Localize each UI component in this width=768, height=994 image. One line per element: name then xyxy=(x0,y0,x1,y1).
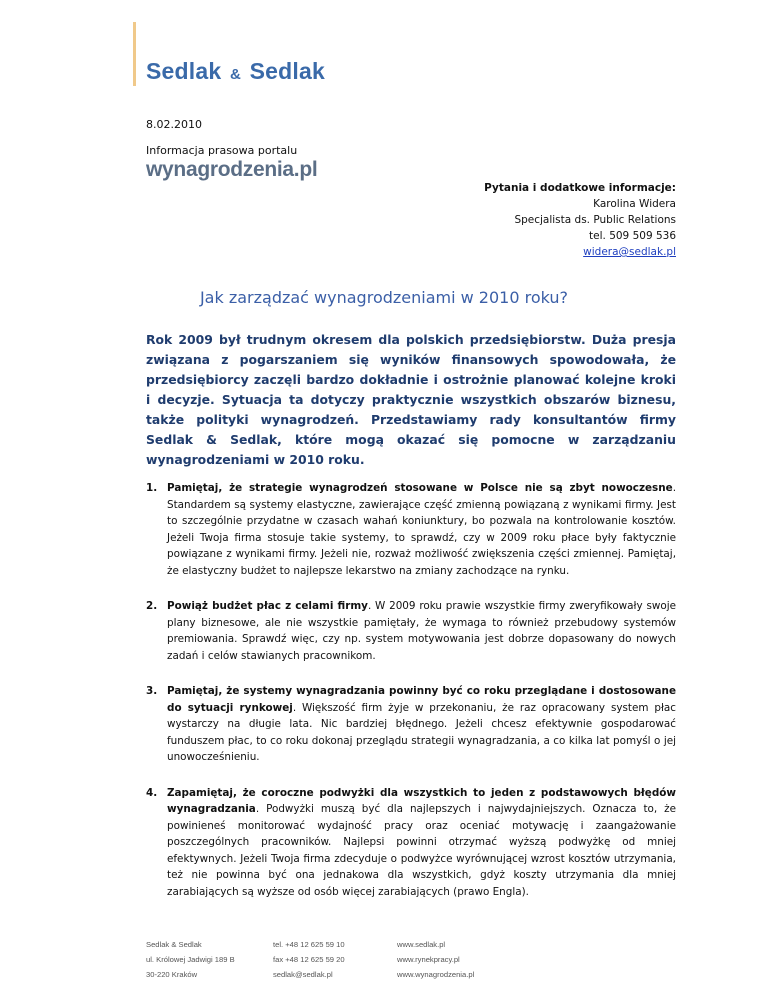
header-accent-bar xyxy=(133,22,136,86)
contact-name: Karolina Widera xyxy=(593,198,676,210)
advice-list xyxy=(146,480,676,919)
footer-email: sedlak@sedlak.pl xyxy=(273,970,333,979)
sedlak-logo xyxy=(146,58,325,85)
contact-phone: tel. 509 509 536 xyxy=(589,230,676,242)
footer-web-wynagrodzenia: www.wynagrodzenia.pl xyxy=(397,970,475,979)
article-lead: Rok 2009 był trudnym okresem dla polskich przedsiębiorstw. Duża presja związana z pogarszaniem się wyników finansowych spowodowała, że przedsiębiorcy zaczęli bardzo dokładnie i ostrożnie planować kolejne kroki i decyzje. Sytuacja ta dotyczy praktycznie wszystkich obszarów biznesu, także polityki wynagrodzeń. Przedstawiamy rady konsultantów firmy Sedlak & Sedlak, które mogą okazać się pomocne w zarządzaniu wynagrodzeniami w 2010 roku. xyxy=(146,332,676,467)
footer-address-col xyxy=(146,937,235,982)
list-item xyxy=(146,683,676,766)
contact-heading: Pytania i dodatkowe informacje: xyxy=(484,182,676,194)
list-item xyxy=(146,480,676,579)
portal-logo: wynagrodzenia.pl xyxy=(146,158,318,181)
item-number: 3. xyxy=(146,685,158,697)
contact-role: Specjalista ds. Public Relations xyxy=(514,214,676,226)
item-body: . Podwyżki muszą być dla najlepszych i najwydajniejszych. Oznacza to, że powinieneś monitorować wydajność pracy oraz oceniać motywację i zaangażowanie poszczególnych pracowników. Najlepsi powinni otrzymać wyższą podwyżkę od mniej efektywnych. Jeżeli Twoja firma zdecyduje o podwyżce wyrównującej wzrost kosztów utrzymania, też nie powinna być ona jednakowa dla wszystkich, gdyż koszty utrzymania dla mniej zarabiających są wyższe od osób więcej zarabiających (prawo Engla). xyxy=(167,803,676,898)
item-heading: Zapamiętaj, że coroczne podwyżki dla wszystkich to jeden z podstawowych błędów wynagradzania xyxy=(167,786,676,815)
footer-tel: tel. +48 12 625 59 10 xyxy=(273,940,345,949)
article-title: Jak zarządzać wynagrodzeniami w 2010 roku? xyxy=(199,288,569,307)
footer-web-col xyxy=(397,937,474,982)
footer-street: ul. Królowej Jadwigi 189 B xyxy=(146,955,235,964)
item-number: 1. xyxy=(146,482,158,494)
contact-email-link[interactable]: widera@sedlak.pl xyxy=(583,246,676,258)
release-date: 8.02.2010 xyxy=(146,118,202,131)
logo-ampersand: & xyxy=(229,66,241,83)
item-heading: Pamiętaj, że systemy wynagradzania powinny być co roku przeglądane i dostosowane do sytuacji rynkowej xyxy=(167,685,676,714)
item-body: . W 2009 roku prawie wszystkie firmy zweryfikowały swoje plany biznesowe, ale nie wszystkie pamiętały, że wymaga to również przebudowy systemów premiowania. Sprawdź więc, czy np. system motywowania jest dobrze dopasowany do nowych zadań i celów stawianych pracownikom. xyxy=(167,600,676,662)
footer-web-sedlak: www.sedlak.pl xyxy=(397,940,446,949)
footer-contact-col xyxy=(273,937,345,982)
item-body: . Standardem są systemy elastyczne, zawierające część zmienną powiązaną z wynikami firmy. Jest to szczególnie przydatne w czasach wahań koniunktury, bo pozwala na kontrolowanie kosztów. Jeżeli Twoja firma stosuje takie systemy, to sprawdź, czy w 2009 roku płace były faktycznie powiązane z wynikami firmy. Jeżeli nie, rozważ możliwość zwiększenia części zmiennej. Pamiętaj, że elastyczny budżet to najlepsze lekarstwo na zmiany zachodzące na rynku. xyxy=(167,482,676,577)
footer-company: Sedlak & Sedlak xyxy=(146,940,202,949)
item-heading: Powiąż budżet płac z celami firmy xyxy=(167,600,368,612)
logo-left: Sedlak xyxy=(146,58,222,84)
list-item xyxy=(146,598,676,664)
footer-city: 30-220 Kraków xyxy=(146,970,198,979)
footer-fax: fax +48 12 625 59 20 xyxy=(273,955,345,964)
footer-web-rynekpracy: www.rynekpracy.pl xyxy=(397,955,460,964)
item-body: . Większość firm żyje w przekonaniu, że raz opracowany system płac wystarczy na długie lata. Nic bardziej błędnego. Jeżeli chcesz efektywnie gospodarować funduszem płac, to co roku dokonaj przeglądu strategii wynagradzania, a co kilka lat pomyśl o jej unowocześnieniu. xyxy=(167,701,677,763)
contact-block xyxy=(484,180,676,260)
item-number: 2. xyxy=(146,600,158,612)
item-number: 4. xyxy=(146,786,158,799)
item-heading: Pamiętaj, że strategie wynagrodzeń stosowane w Polsce nie są zbyt nowoczesne xyxy=(167,482,673,494)
info-label: Informacja prasowa portalu xyxy=(146,144,298,157)
list-item xyxy=(146,785,676,901)
logo-right: Sedlak xyxy=(249,58,325,84)
